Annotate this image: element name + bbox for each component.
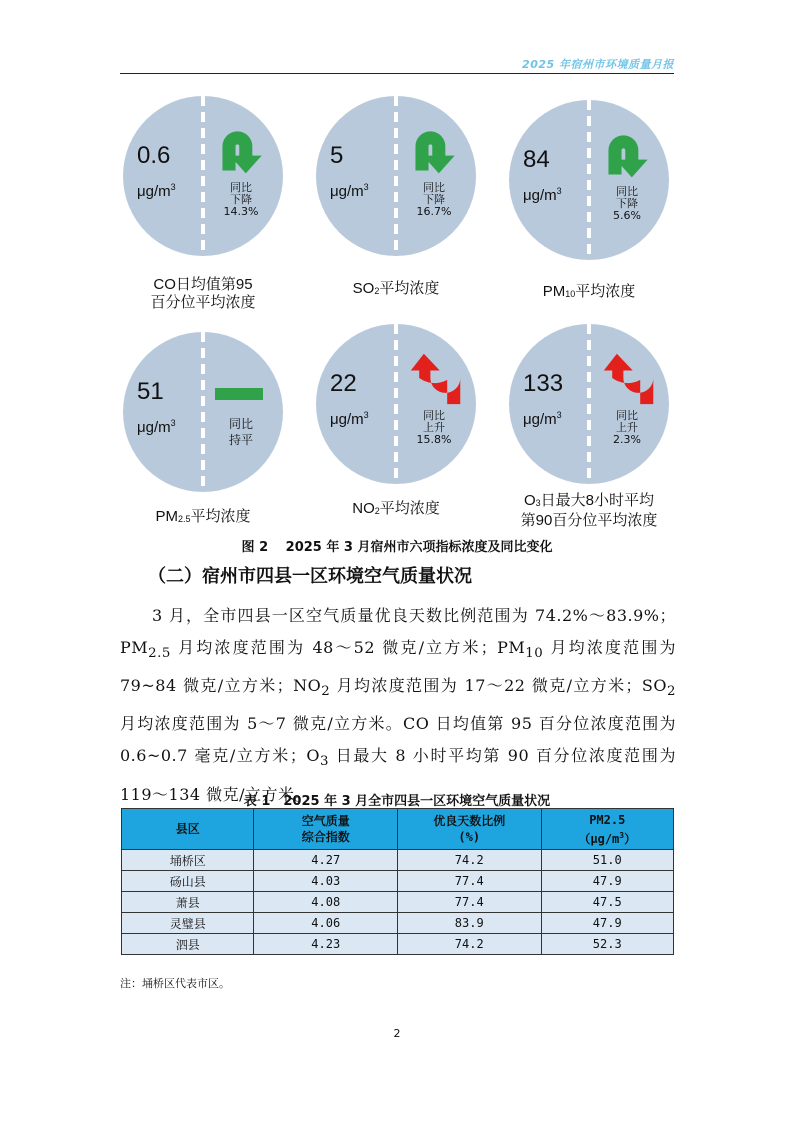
indicator-value: 5 <box>330 142 344 169</box>
indicator-caption-pm25: $PM_{2.5}$平均浓度 <box>155 508 251 525</box>
cell-county: 砀山县 <box>122 871 254 892</box>
indicator-caption-co: CO日均值第95 百分位平均浓度 <box>150 276 256 311</box>
table-row <box>122 871 674 892</box>
indicator-caption-so2: $SO_2$平均浓度 <box>352 280 440 297</box>
circle-divider <box>587 100 591 260</box>
circle-divider <box>201 96 205 256</box>
figure-caption: 图 2 2025 年 3 月宿州市六项指标浓度及同比变化 <box>241 540 553 555</box>
indicator-unit: $\mu g/m^3$ <box>137 182 176 200</box>
cell-pm25: 47.5 <box>541 892 674 913</box>
indicator-no2 <box>316 324 476 484</box>
cell-index: 4.03 <box>254 871 398 892</box>
indicator-circle <box>316 324 476 484</box>
cell-pm25: 47.9 <box>541 913 674 934</box>
trend-up-arrow-icon <box>408 350 464 406</box>
column-header-pm25: PM2.5 $(\mu g/m^3)$ <box>541 809 674 850</box>
cell-pm25: 51.0 <box>541 850 674 871</box>
indicator-so2 <box>316 96 476 256</box>
indicator-change: 同比 下降 16.7% <box>416 181 452 218</box>
indicator-circle <box>509 324 669 484</box>
cell-ratio: 83.9 <box>397 913 541 934</box>
indicator-unit: $\mu g/m^3$ <box>523 410 562 428</box>
indicator-unit: $\mu g/m^3$ <box>330 182 369 200</box>
column-header-ratio: 优良天数比例 (%) <box>397 809 541 850</box>
indicator-o3 <box>509 324 669 484</box>
cell-county: 灵璧县 <box>122 913 254 934</box>
page-number: 2 <box>393 1027 401 1040</box>
section-heading: （二）宿州市四县一区环境空气质量状况 <box>148 566 472 587</box>
cell-county: 泗县 <box>122 934 254 955</box>
trend-down-arrow-icon <box>601 126 657 182</box>
indicator-change: 同比 持平 <box>228 417 253 447</box>
table-row <box>122 850 674 871</box>
indicator-change: 同比 下降 14.3% <box>223 181 259 218</box>
indicator-circle <box>316 96 476 256</box>
cell-ratio: 74.2 <box>397 934 541 955</box>
indicator-unit: $\mu g/m^3$ <box>523 186 562 204</box>
indicator-value: 22 <box>330 370 357 397</box>
indicator-circle <box>123 332 283 492</box>
indicator-circle <box>123 96 283 256</box>
indicator-value: 51 <box>137 378 164 405</box>
table-row <box>122 913 674 934</box>
table-row <box>122 934 674 955</box>
cell-pm25: 52.3 <box>541 934 674 955</box>
indicator-caption-no2: $NO_2$平均浓度 <box>352 500 440 517</box>
indicator-caption-o3: $O_3$日最大8小时平均 第90百分位平均浓度 <box>520 492 658 529</box>
cell-index: 4.08 <box>254 892 398 913</box>
indicator-pm10 <box>509 100 669 260</box>
cell-ratio: 77.4 <box>397 892 541 913</box>
air-quality-table <box>121 808 674 955</box>
cell-ratio: 74.2 <box>397 850 541 871</box>
indicator-unit: $\mu g/m^3$ <box>137 418 176 436</box>
trend-flat-bar-icon <box>215 388 263 400</box>
table-note: 注：埇桥区代表市区。 <box>120 977 230 990</box>
trend-up-arrow-icon <box>601 350 657 406</box>
trend-down-arrow-icon <box>215 122 271 178</box>
table-header-row <box>122 809 674 850</box>
column-header-county: 县区 <box>122 809 254 850</box>
cell-index: 4.27 <box>254 850 398 871</box>
trend-down-arrow-icon <box>408 122 464 178</box>
table-row <box>122 892 674 913</box>
circle-divider <box>201 332 205 492</box>
cell-county: 萧县 <box>122 892 254 913</box>
cell-index: 4.23 <box>254 934 398 955</box>
cell-ratio: 77.4 <box>397 871 541 892</box>
table-caption: 表 1 2025 年 3 月全市四县一区环境空气质量状况 <box>243 794 551 809</box>
indicator-value: 0.6 <box>137 142 171 169</box>
cell-county: 埇桥区 <box>122 850 254 871</box>
indicator-circle <box>509 100 669 260</box>
indicator-pm25 <box>123 332 283 492</box>
column-header-index: 空气质量 综合指数 <box>254 809 398 850</box>
cell-pm25: 47.9 <box>541 871 674 892</box>
indicator-value: 133 <box>523 370 564 397</box>
circle-divider <box>394 96 398 256</box>
indicator-change: 同比 上升 15.8% <box>416 409 452 446</box>
cell-index: 4.06 <box>254 913 398 934</box>
indicator-co <box>123 96 283 256</box>
indicator-unit: $\mu g/m^3$ <box>330 410 369 428</box>
indicator-value: 84 <box>523 146 550 173</box>
circle-divider <box>394 324 398 484</box>
indicator-caption-pm10: $PM_{10}$平均浓度 <box>542 283 636 300</box>
indicator-change: 同比 下降 5.6% <box>613 185 641 222</box>
body-paragraph: 3 月，全市四县一区空气质量优良天数比例范围为 74.2%～83.9%；$PM_{2.5}$ 月均浓度范围为 48～52 微克/立方米；$PM_{10}$ 月均浓度范围为 79~84 微克/立方米；$NO_2$ 月均浓度范围为 17～22 微克/立方米；$SO_2$ 月均浓度范围为 5～7 微克/立方米。CO 日均值第 95 百分位浓度范围为 0.6~0.7 毫克/立方米；$O_3$ 日最大 8 小时平均第 90 百分位浓度范围为 119～134 微克/立方米。 <box>120 606 676 804</box>
circle-divider <box>587 324 591 484</box>
indicator-change: 同比 上升 2.3% <box>613 409 641 446</box>
report-header-title: 2025 年宿州市环境质量月报 <box>522 58 674 71</box>
header-rule <box>120 73 674 74</box>
